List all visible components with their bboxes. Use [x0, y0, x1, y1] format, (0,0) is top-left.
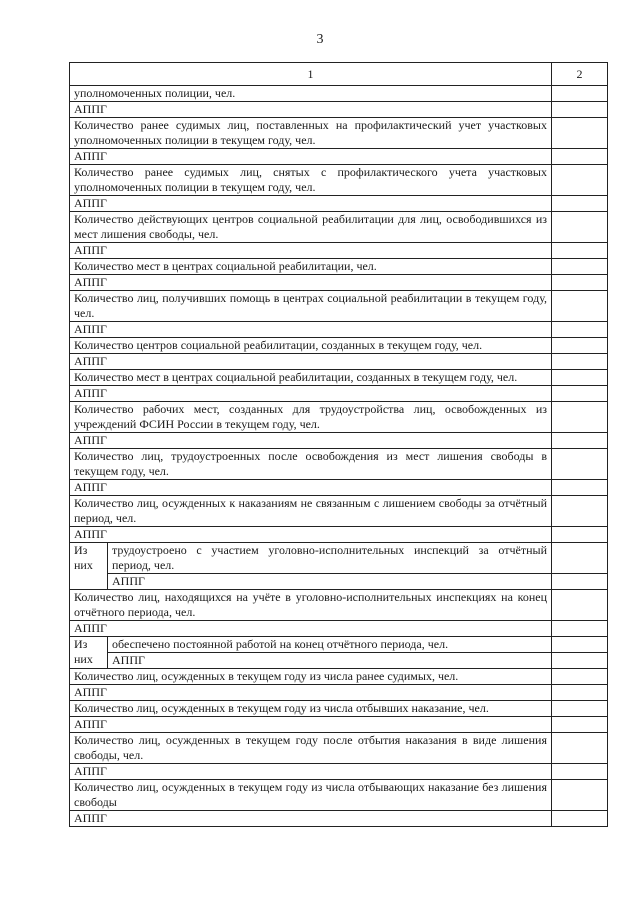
table-row-subitem [70, 653, 608, 669]
appg-label: АППГ [70, 685, 552, 701]
value-cell [552, 449, 608, 480]
appg-label: АППГ [70, 196, 552, 212]
value-cell [552, 196, 608, 212]
appg-label: АППГ [70, 811, 552, 827]
value-cell [552, 701, 608, 717]
table-row [70, 480, 608, 496]
value-cell [552, 433, 608, 449]
row-label: Количество лиц, осужденных к наказаниям не связанным с лишением свободы за отчётный период, чел. [70, 496, 552, 527]
table-row-subitem [70, 574, 608, 590]
value-cell [552, 496, 608, 527]
table-row [70, 527, 608, 543]
row-label: Количество лиц, осужденных в текущем году из числа ранее судимых, чел. [70, 669, 552, 685]
table-row [70, 764, 608, 780]
table-row [70, 86, 608, 102]
appg-label: АППГ [70, 433, 552, 449]
value-cell [552, 621, 608, 637]
table-row [70, 496, 608, 527]
table-row [70, 118, 608, 149]
row-label: Количество действующих центров социальной реабилитации для лиц, освободившихся из мест лишения свободы, чел. [70, 212, 552, 243]
value-cell [552, 354, 608, 370]
table-row [70, 259, 608, 275]
value-cell [552, 86, 608, 102]
appg-label: АППГ [70, 764, 552, 780]
table-row [70, 149, 608, 165]
value-cell [552, 653, 608, 669]
value-cell [552, 102, 608, 118]
value-cell [552, 322, 608, 338]
value-cell [552, 338, 608, 354]
appg-label: АППГ [70, 102, 552, 118]
nih-word: них [74, 652, 93, 666]
row-label: Количество центров социальной реабилитации, созданных в текущем году, чел. [70, 338, 552, 354]
table-row [70, 449, 608, 480]
value-cell [552, 402, 608, 433]
appg-label: АППГ [70, 480, 552, 496]
appg-label: АППГ [70, 527, 552, 543]
table-row [70, 196, 608, 212]
table-row [70, 386, 608, 402]
table-row [70, 717, 608, 733]
row-label: Количество ранее судимых лиц, снятых с профилактического учета участковых уполномоченных полиции в текущем году, чел. [70, 165, 552, 196]
table-row [70, 701, 608, 717]
appg-label: АППГ [70, 386, 552, 402]
table-row [70, 590, 608, 621]
table-row [70, 322, 608, 338]
appg-label: АППГ [70, 149, 552, 165]
column-header-2: 2 [552, 63, 608, 86]
value-cell [552, 275, 608, 291]
report-table [69, 62, 608, 827]
value-cell [552, 212, 608, 243]
table-row [70, 243, 608, 259]
page-number: 3 [316, 32, 324, 47]
row-label: Количество лиц, осужденных в текущем году после отбытия наказания в виде лишения свободы, чел. [70, 733, 552, 764]
table-row [70, 780, 608, 811]
appg-label: АППГ [108, 574, 552, 590]
row-label: Количество лиц, находящихся на учёте в уголовно-исполнительных инспекциях на конец отчётного периода, чел. [70, 590, 552, 621]
table-row [70, 733, 608, 764]
table-row [70, 275, 608, 291]
row-label: Количество лиц, получивших помощь в центрах социальной реабилитации в текущем году, чел. [70, 291, 552, 322]
value-cell [552, 780, 608, 811]
value-cell [552, 574, 608, 590]
value-cell [552, 590, 608, 621]
value-cell [552, 717, 608, 733]
value-cell [552, 527, 608, 543]
row-label: Количество мест в центрах социальной реабилитации, созданных в текущем году, чел. [70, 370, 552, 386]
row-label: уполномоченных полиции, чел. [70, 86, 552, 102]
iz-word: Из [74, 637, 88, 651]
row-label: Количество лиц, осужденных в текущем году из числа отбывающих наказание без лишения свободы [70, 780, 552, 811]
table-row [70, 102, 608, 118]
table-row [70, 370, 608, 386]
row-label: трудоустроено с участием уголовно-исполнительных инспекций за отчётный период, чел. [108, 543, 552, 574]
appg-label: АППГ [70, 717, 552, 733]
table-row-subitem [70, 637, 608, 653]
appg-label: АППГ [108, 653, 552, 669]
value-cell [552, 165, 608, 196]
value-cell [552, 291, 608, 322]
column-header-1: 1 [70, 63, 552, 86]
iz-nih-label [70, 543, 108, 590]
row-label: Количество ранее судимых лиц, поставленных на профилактический учет участковых уполномоченных полиции в текущем году, чел. [70, 118, 552, 149]
appg-label: АППГ [70, 354, 552, 370]
nih-word: них [74, 558, 93, 572]
row-label: Количество рабочих мест, созданных для трудоустройства лиц, освобожденных из учреждений ФСИН России в текущем году, чел. [70, 402, 552, 433]
value-cell [552, 685, 608, 701]
value-cell [552, 543, 608, 574]
value-cell [552, 733, 608, 764]
value-cell [552, 764, 608, 780]
value-cell [552, 386, 608, 402]
row-label: Количество мест в центрах социальной реабилитации, чел. [70, 259, 552, 275]
row-label: Количество лиц, осужденных в текущем году из числа отбывших наказание, чел. [70, 701, 552, 717]
table-row [70, 621, 608, 637]
table-row [70, 685, 608, 701]
value-cell [552, 259, 608, 275]
iz-nih-label [70, 637, 108, 669]
value-cell [552, 118, 608, 149]
appg-label: АППГ [70, 621, 552, 637]
table-row [70, 354, 608, 370]
value-cell [552, 149, 608, 165]
value-cell [552, 811, 608, 827]
appg-label: АППГ [70, 243, 552, 259]
table-row [70, 433, 608, 449]
table-row [70, 212, 608, 243]
row-label: Количество лиц, трудоустроенных после освобождения из мест лишения свободы в текущем году, чел. [70, 449, 552, 480]
table-row [70, 402, 608, 433]
table-row [70, 338, 608, 354]
iz-word: Из [74, 543, 88, 557]
appg-label: АППГ [70, 322, 552, 338]
value-cell [552, 243, 608, 259]
table-row-subitem [70, 543, 608, 574]
table-header-row [70, 63, 608, 86]
value-cell [552, 669, 608, 685]
table-row [70, 165, 608, 196]
row-label: обеспечено постоянной работой на конец отчётного периода, чел. [108, 637, 552, 653]
appg-label: АППГ [70, 275, 552, 291]
table-row [70, 291, 608, 322]
value-cell [552, 370, 608, 386]
table-row [70, 811, 608, 827]
table-row [70, 669, 608, 685]
value-cell [552, 480, 608, 496]
value-cell [552, 637, 608, 653]
